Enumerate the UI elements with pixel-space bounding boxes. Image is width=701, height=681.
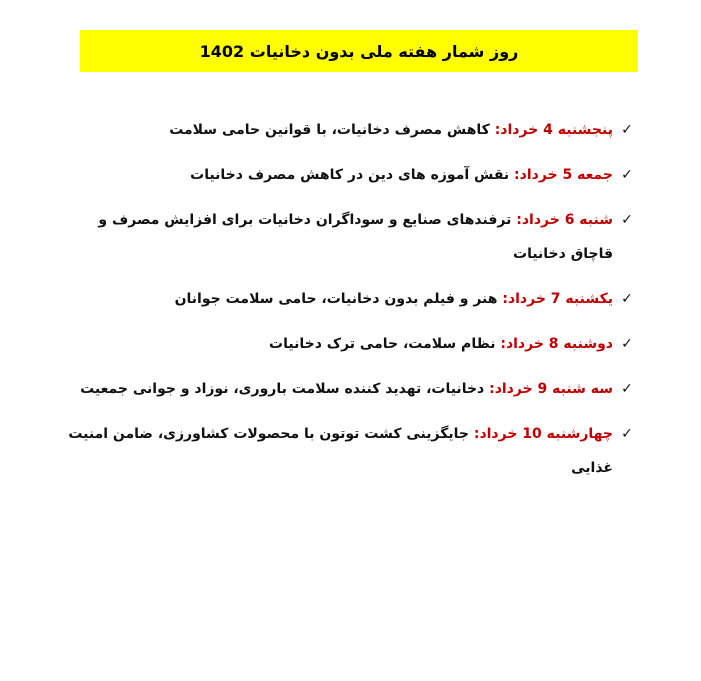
list-item <box>60 158 635 192</box>
topic-text: هنر و فیلم بدون دخانیات، حامی سلامت جوانان <box>174 291 503 307</box>
day-label: شنبه 6 خرداد: <box>516 212 613 228</box>
checkmark-icon: ✓ <box>621 291 633 307</box>
list-item-text <box>60 113 613 147</box>
list-item-text <box>60 203 613 271</box>
checkmark-icon: ✓ <box>621 122 633 138</box>
topic-text: نظام سلامت، حامی ترک دخانیات <box>269 336 501 352</box>
checkmark-icon: ✓ <box>621 381 633 397</box>
list-item <box>60 327 635 361</box>
list-item-text <box>60 282 613 316</box>
list-item-text <box>60 372 613 406</box>
list-item <box>60 417 635 485</box>
checkmark-icon: ✓ <box>621 212 633 228</box>
schedule-list <box>60 113 635 496</box>
day-label: سه شنبه 9 خرداد: <box>489 381 613 397</box>
day-label: جمعه 5 خرداد: <box>514 167 613 183</box>
list-item-text <box>60 158 613 192</box>
topic-text: نقش آموزه های دین در کاهش مصرف دخانیات <box>190 167 515 183</box>
topic-text: جایگزینی کشت توتون با محصولات کشاورزی، ضامن امنیت غذایی <box>68 426 613 476</box>
day-label: دوشنبه 8 خرداد: <box>500 336 613 352</box>
checkmark-icon: ✓ <box>621 336 633 352</box>
topic-text: دخانیات، تهدید کننده سلامت باروری، نوزاد و جوانی جمعیت <box>80 381 490 397</box>
list-item-text <box>60 417 613 485</box>
day-label: چهارشنبه 10 خرداد: <box>473 426 613 442</box>
topic-text: کاهش مصرف دخانیات، با قوانین حامی سلامت <box>169 122 495 138</box>
list-item <box>60 203 635 271</box>
title-banner <box>80 30 638 72</box>
list-item <box>60 282 635 316</box>
list-item-text <box>60 327 613 361</box>
day-label: یکشنبه 7 خرداد: <box>502 291 613 307</box>
page-title: روز شمار هفته ملی بدون دخانیات 1402 <box>199 41 519 61</box>
list-item <box>60 372 635 406</box>
checkmark-icon: ✓ <box>621 426 633 442</box>
day-label: پنجشنبه 4 خرداد: <box>494 122 613 138</box>
topic-text: ترفندهای صنایع و سوداگران دخانیات برای افزایش مصرف و قاچاق دخانیات <box>98 212 613 262</box>
checkmark-icon: ✓ <box>621 167 633 183</box>
list-item <box>60 113 635 147</box>
